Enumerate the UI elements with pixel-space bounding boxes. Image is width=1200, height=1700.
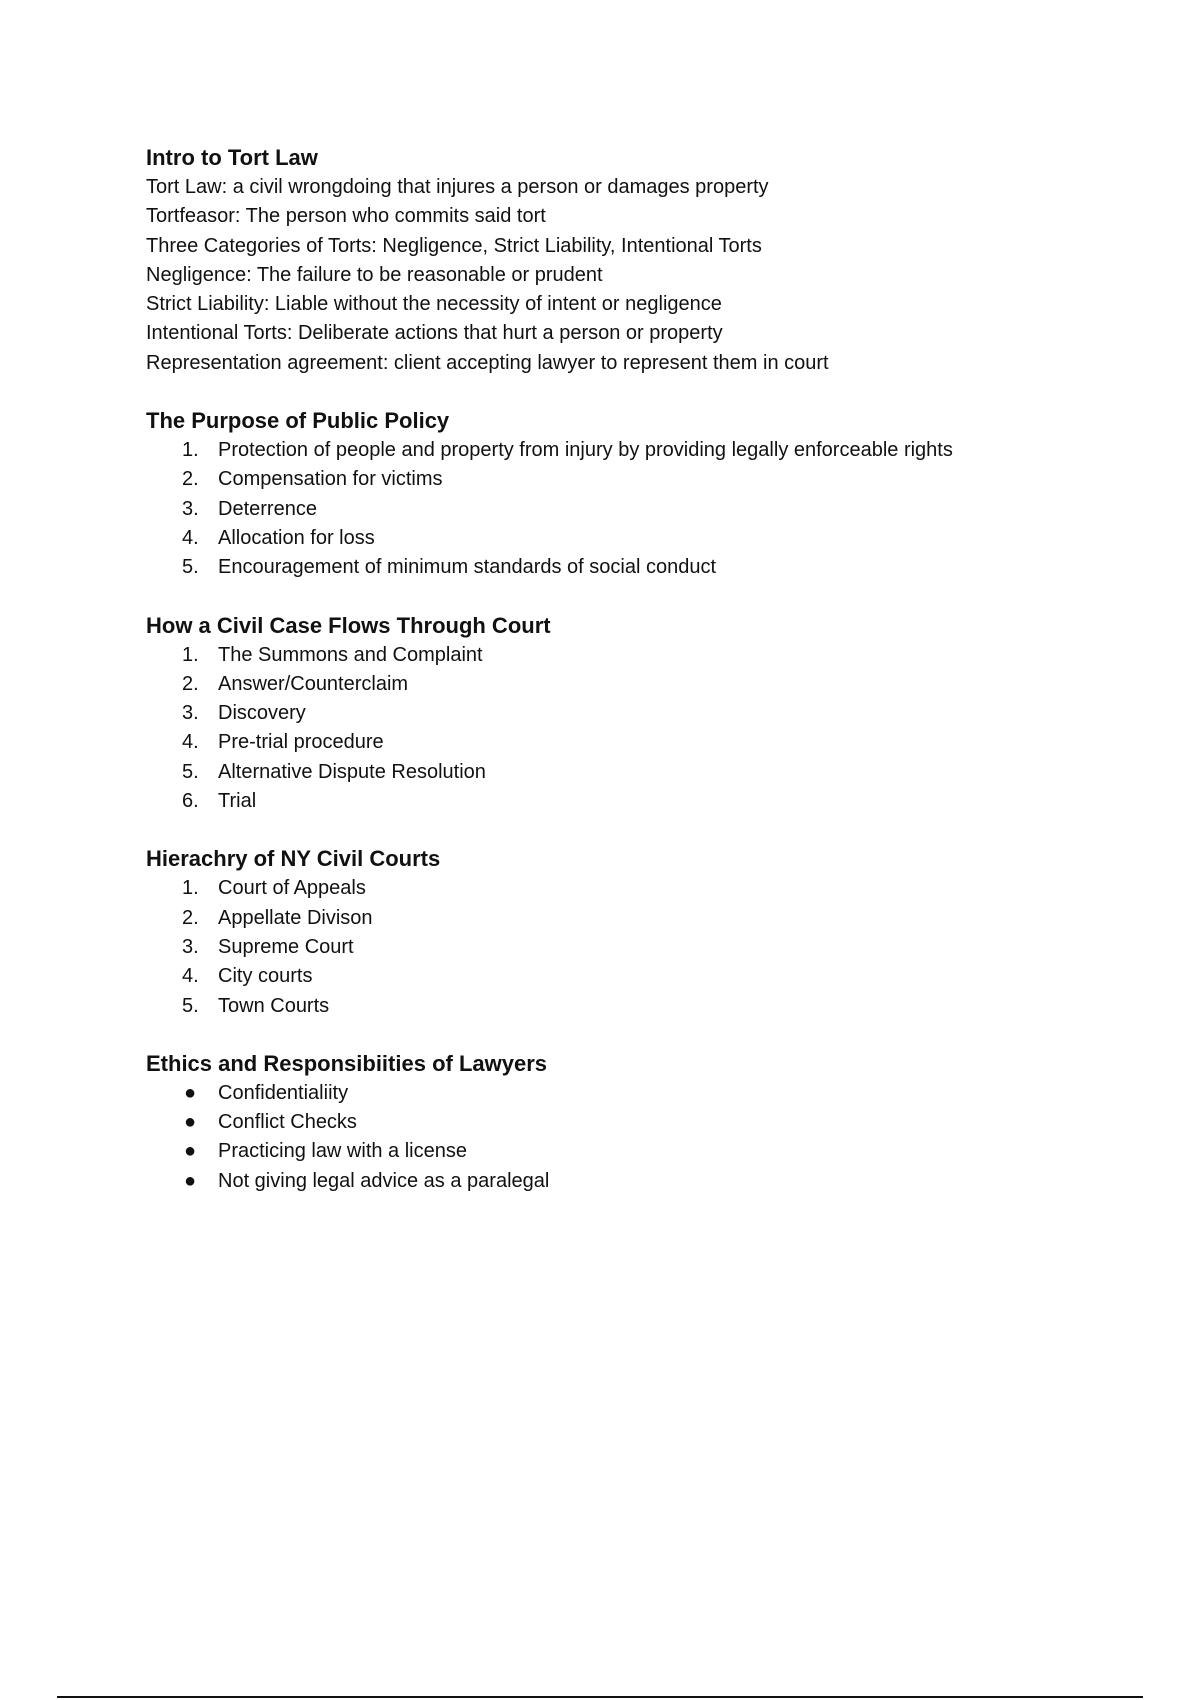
list-item: [146, 699, 1066, 728]
list-number: 4.: [182, 526, 199, 549]
definition-line: Tortfeasor: The person who commits said tort: [146, 205, 546, 228]
definition-line: Representation agreement: client accepting lawyer to represent them in court: [146, 351, 829, 374]
bullet-icon: ●: [184, 1111, 197, 1134]
bullet-icon: ●: [184, 1081, 197, 1104]
list-item-text: Alternative Dispute Resolution: [218, 760, 486, 783]
list-item-text: Supreme Court: [218, 935, 354, 958]
bullet-list: [146, 1079, 1066, 1196]
list-item-text: Court of Appeals: [218, 877, 366, 900]
list-item: [146, 436, 1066, 465]
section-heading: The Purpose of Public Policy: [146, 408, 450, 434]
list-number: 2.: [182, 468, 199, 491]
list-item: [146, 1108, 1066, 1137]
list-item: [146, 962, 1066, 991]
document-body: [146, 143, 1066, 1224]
bullet-icon: ●: [184, 1169, 197, 1192]
list-number: 2.: [182, 672, 199, 695]
list-item-text: Compensation for victims: [218, 468, 443, 491]
list-item-text: Encouragement of minimum standards of social conduct: [218, 556, 717, 579]
list-number: 3.: [182, 497, 199, 520]
list-number: 5.: [182, 760, 199, 783]
definition-line: Tort Law: a civil wrongdoing that injures a person or damages property: [146, 176, 769, 198]
section-heading: How a Civil Case Flows Through Court: [146, 612, 551, 638]
numbered-list: [146, 874, 1066, 1020]
list-item-text: Pre-trial procedure: [218, 731, 384, 754]
list-item: [146, 495, 1066, 524]
list-item-text: Not giving legal advice as a paralegal: [218, 1169, 550, 1192]
section-civil-case-flow: [146, 611, 1066, 817]
list-item-text: Deterrence: [218, 497, 317, 520]
list-number: 3.: [182, 935, 199, 958]
list-item: [146, 933, 1066, 962]
list-item-text: Trial: [218, 790, 257, 813]
list-item: [146, 728, 1066, 757]
list-item: [146, 465, 1066, 494]
list-item-text: Appellate Divison: [218, 906, 373, 929]
list-number: 5.: [182, 994, 199, 1017]
list-item: [146, 874, 1066, 903]
list-number: 3.: [182, 702, 199, 725]
list-item: [146, 787, 1066, 816]
section-heading: Ethics and Responsibiities of Lawyers: [146, 1050, 547, 1076]
footer-divider: [57, 1696, 1143, 1698]
list-item: [146, 758, 1066, 787]
list-item-text: City courts: [218, 965, 313, 988]
list-item: [146, 641, 1066, 670]
list-item: [146, 670, 1066, 699]
list-item-text: Confidentialiity: [218, 1081, 349, 1104]
list-item-text: The Summons and Complaint: [218, 643, 483, 666]
definition-line: Strict Liability: Liable without the necessity of intent or negligence: [146, 293, 722, 316]
list-item: [146, 1137, 1066, 1166]
list-item-text: Conflict Checks: [218, 1111, 357, 1134]
list-number: 1.: [182, 439, 199, 462]
section-ny-civil-courts: [146, 844, 1066, 1020]
numbered-list: [146, 641, 1066, 817]
list-item: [146, 524, 1066, 553]
definition-line: Intentional Torts: Deliberate actions that hurt a person or property: [146, 322, 723, 345]
section-heading: Intro to Tort Law: [146, 145, 318, 170]
section-heading: Hierachry of NY Civil Courts: [146, 846, 441, 872]
list-item-text: Practicing law with a license: [218, 1140, 467, 1163]
list-number: 2.: [182, 906, 199, 929]
bullet-icon: ●: [184, 1140, 197, 1163]
definition-line: Three Categories of Torts: Negligence, Strict Liability, Intentional Torts: [146, 234, 762, 257]
list-item: [146, 904, 1066, 933]
list-item: [146, 553, 1066, 582]
list-item: [146, 992, 1066, 1021]
list-item: [146, 1079, 1066, 1108]
list-item-text: Discovery: [218, 702, 306, 725]
list-number: 1.: [182, 643, 199, 666]
list-number: 1.: [182, 877, 199, 900]
list-item-text: Town Courts: [218, 994, 330, 1017]
list-item-text: Allocation for loss: [218, 526, 375, 549]
list-item: [146, 1167, 1066, 1196]
list-number: 4.: [182, 965, 199, 988]
list-item-text: Protection of people and property from injury by providing legally enforceable rights: [218, 439, 953, 462]
section-ethics-of-lawyers: [146, 1049, 1066, 1196]
list-number: 6.: [182, 790, 199, 813]
section-intro-to-tort-law: [146, 143, 1066, 378]
section-purpose-of-public-policy: [146, 406, 1066, 582]
list-number: 5.: [182, 556, 199, 579]
list-item-text: Answer/Counterclaim: [218, 672, 409, 695]
numbered-list: [146, 436, 1066, 582]
list-number: 4.: [182, 731, 199, 754]
definition-line: Negligence: The failure to be reasonable or prudent: [146, 263, 603, 286]
